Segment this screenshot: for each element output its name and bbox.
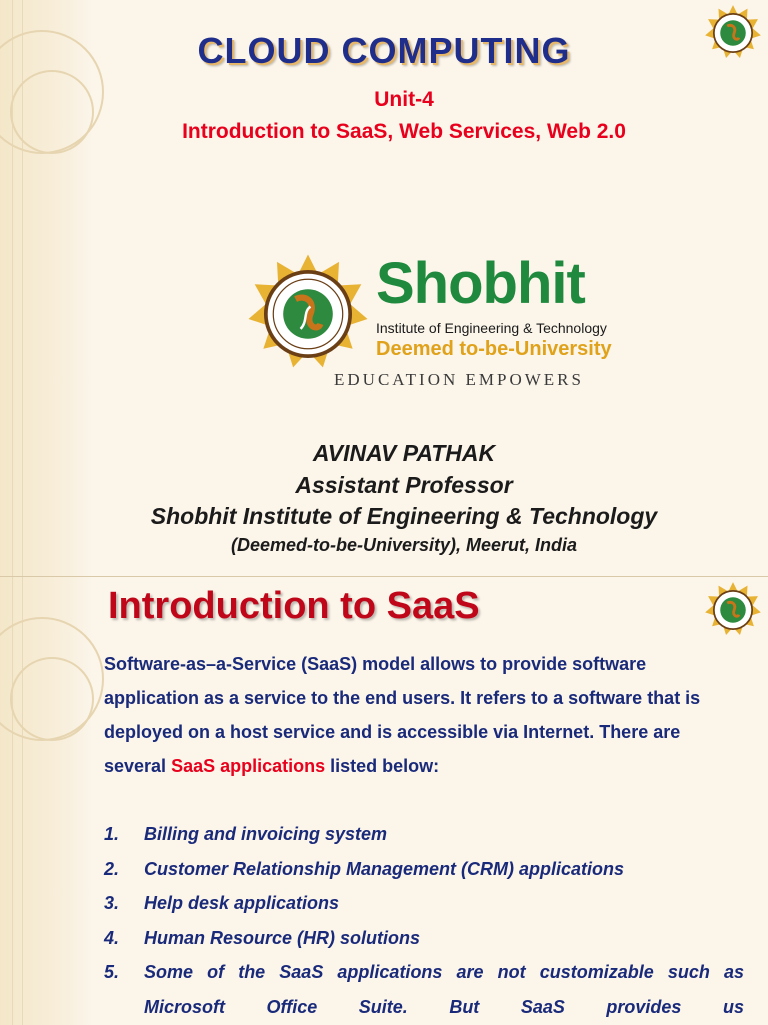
list-item-text: Billing and invoicing system [144,824,388,844]
paragraph-text: Software-as–a-Service (SaaS) model allows to provide software application as a service to the end users. It refers to a software that is deployed on a host service and is accessible via Internet. There are several [104,654,701,776]
list-item-text: Some of the SaaS applications are not customizable such as Microsoft Office Suite. But SaaS provides us [144,962,744,1017]
author-name: AVINAV PATHAK [312,440,496,466]
list-item-text: Human Resource (HR) solutions [144,927,421,948]
author-location: (Deemed-to-be-University), Meerut, India [230,535,578,555]
intro-paragraph [104,647,744,783]
university-seal-icon [704,581,762,639]
university-seal-icon [246,252,370,376]
author-designation: Assistant Professor [295,472,513,498]
paragraph-highlight: SaaS applications [171,756,326,776]
list-item [104,852,744,887]
list-item-text: Customer Relationship Management (CRM) applications [144,858,625,879]
list-item-text: Help desk applications [144,893,340,913]
brand-institute-line: Institute of Engineering & Technology [376,320,607,336]
brand-tagline: EDUCATION EMPOWERS [334,370,584,389]
unit-label: Unit-4 [374,88,434,111]
list-item [104,921,744,956]
list-item [104,955,744,1024]
saas-applications-list [104,817,744,1024]
brand-deemed-line: Deemed to-be-University [376,338,612,360]
list-item-number: 1. [104,824,120,844]
deck-title: CLOUD COMPUTING [197,30,571,71]
author-institute: Shobhit Institute of Engineering & Technology [150,503,658,529]
decorative-ring [10,657,94,741]
brand-name: Shobhit [376,251,585,316]
list-item-number: 2. [104,858,120,879]
list-item [104,817,744,852]
list-item-number: 4. [104,927,120,948]
slide-heading: Introduction to SaaS [108,585,480,627]
list-item [104,886,744,921]
deck-subtitle: Introduction to SaaS, Web Services, Web 2.0 [182,120,626,143]
university-logo [246,252,616,392]
list-item-number: 3. [104,893,120,913]
paragraph-text: listed below: [325,756,440,776]
content-slide [0,576,768,1025]
list-item-number: 5. [104,962,120,982]
